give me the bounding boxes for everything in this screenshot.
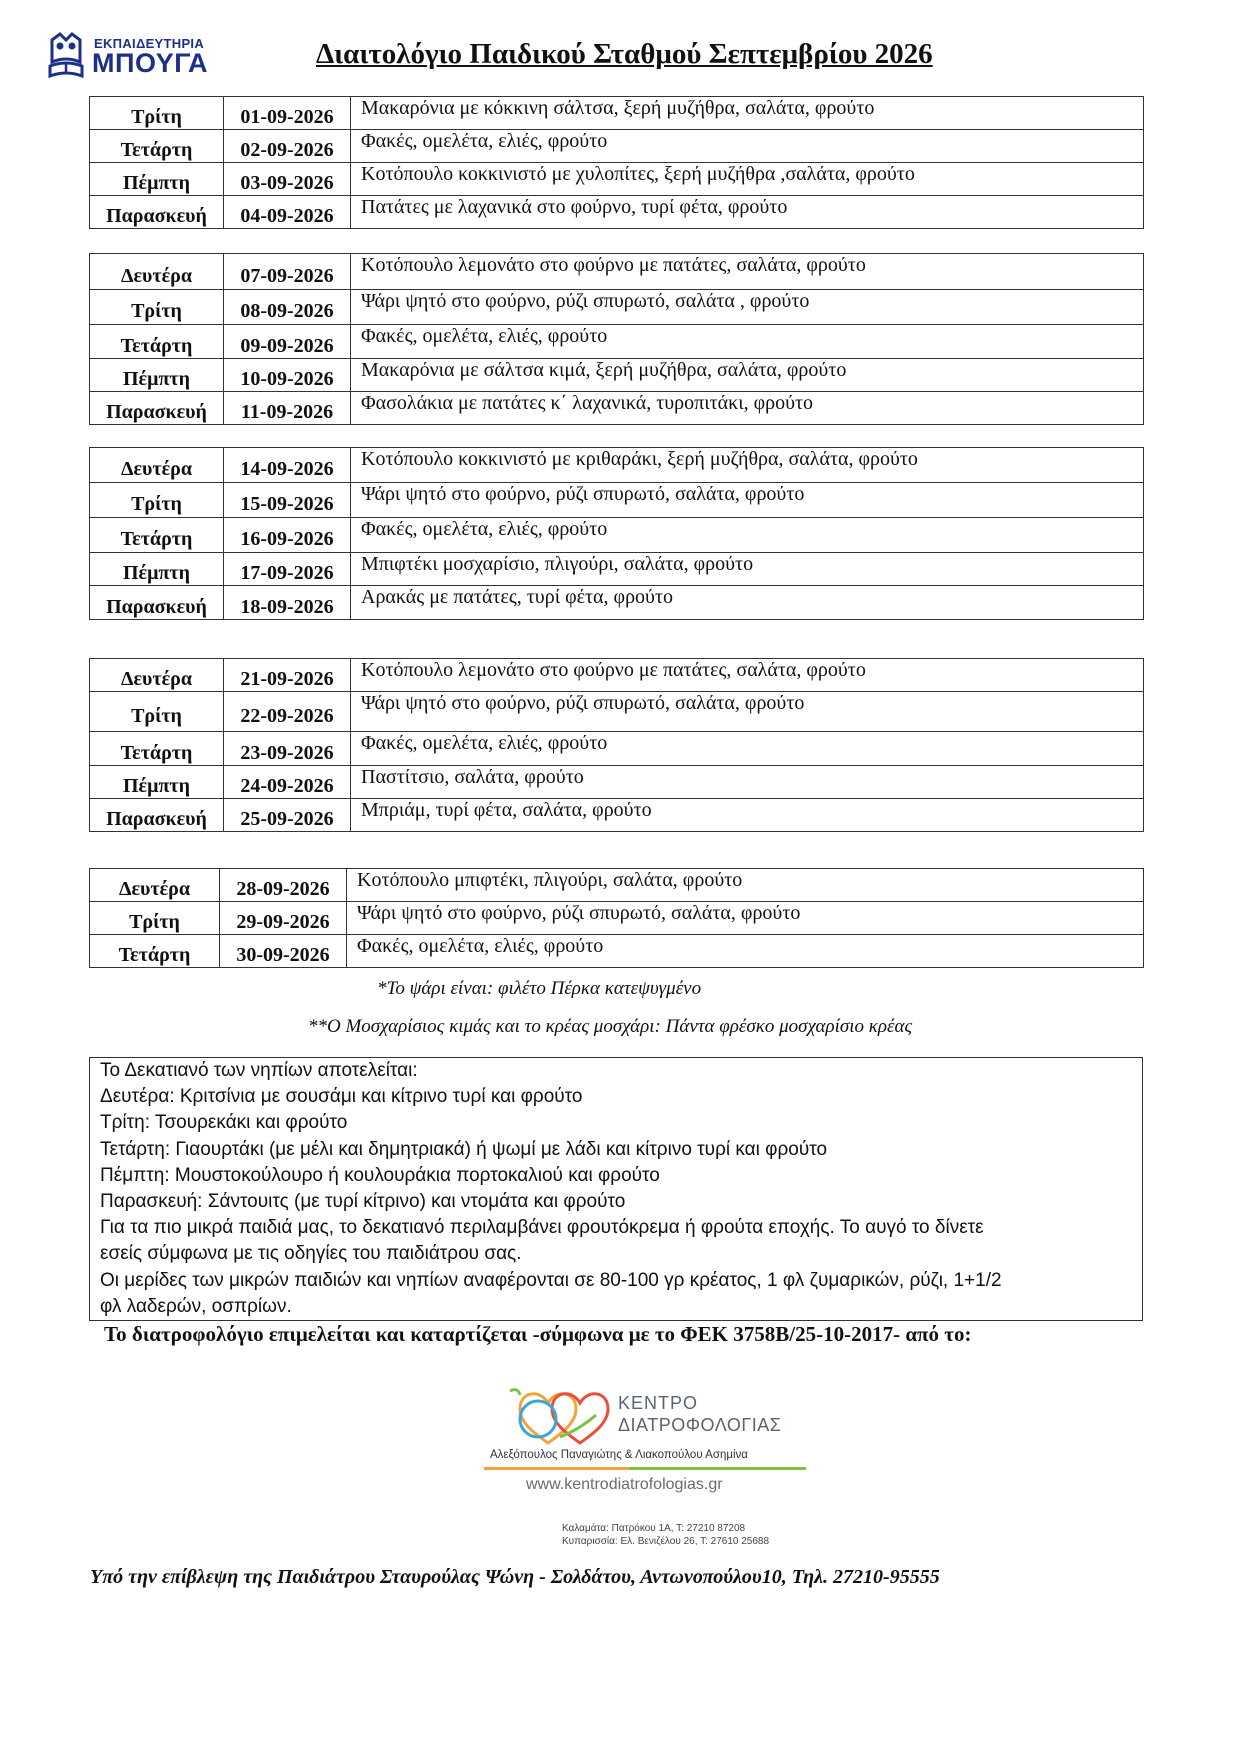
nutrition-address-1: Καλαμάτα: Πατρόκου 1Α, Τ: 27210 87208 [562, 1523, 746, 1534]
date-cell: 01-09-2026 [224, 97, 351, 130]
snack-line: εσείς σύμφωνα με τις οδηγίες του παιδιάτρου σας. [100, 1243, 522, 1265]
day-cell: Τρίτη [90, 902, 220, 935]
logo-school-label: ΕΚΠΑΙΔΕΥΤΗΡΙΑ [94, 36, 205, 51]
snack-line: Δευτέρα: Κριτσίνια με σουσάμι και κίτρινο τυρί και φρούτο [100, 1086, 583, 1108]
day-cell: Δευτέρα [90, 448, 224, 483]
date-cell: 09-09-2026 [224, 325, 351, 359]
table-row [90, 163, 1144, 196]
day-cell: Πέμπτη [90, 766, 224, 799]
snack-line: Το Δεκατιανό των νηπίων αποτελείται: [100, 1060, 418, 1081]
day-cell: Τετάρτη [90, 518, 224, 553]
snack-line: Τρίτη: Τσουρεκάκι και φρούτο [100, 1112, 348, 1134]
date-cell: 17-09-2026 [224, 553, 351, 586]
day-cell: Παρασκευή [90, 196, 224, 229]
day-cell: Τρίτη [90, 97, 224, 130]
day-cell: Πέμπτη [90, 359, 224, 392]
day-cell: Πέμπτη [90, 553, 224, 586]
menu-cell: Φακές, ομελέτα, ελιές, φρούτο [351, 732, 1144, 766]
menu-cell: Κοτόπουλο κοκκινιστό με χυλοπίτες, ξερή μυζήθρα ,σαλάτα, φρούτο [351, 163, 1144, 196]
table-row [90, 902, 1144, 935]
day-cell: Παρασκευή [90, 392, 224, 425]
date-cell: 07-09-2026 [224, 254, 351, 290]
nutrition-center-logo [470, 1385, 830, 1545]
menu-cell: Ψάρι ψητό στο φούρνο, ρύζι σπυρωτό, σαλάτα , φρούτο [351, 290, 1144, 325]
date-cell: 16-09-2026 [224, 518, 351, 553]
date-cell: 25-09-2026 [224, 799, 351, 832]
date-cell: 04-09-2026 [224, 196, 351, 229]
snack-line: Παρασκευή: Σάντουιτς (με τυρί κίτρινο) και ντομάτα και φρούτο [100, 1191, 626, 1213]
pediatrician-supervision-line: Υπό την επίβλεψη της Παιδιάτρου Σταυρούλας Ψώνη - Σολδάτου, Αντωνοπούλου10, Τηλ. 27210-95555 [90, 1566, 940, 1588]
date-cell: 15-09-2026 [224, 483, 351, 518]
menu-cell: Πατάτες με λαχανικά στο φούρνο, τυρί φέτα, φρούτο [351, 196, 1144, 229]
menu-cell: Φακές, ομελέτα, ελιές, φρούτο [351, 325, 1144, 359]
date-cell: 24-09-2026 [224, 766, 351, 799]
logo-school-name: ΜΠΟΥΓΑ [92, 48, 209, 78]
day-cell: Τρίτη [90, 692, 224, 732]
nutrition-logo-bar [484, 1467, 806, 1470]
day-cell: Τετάρτη [90, 130, 224, 163]
table-row [90, 869, 1144, 902]
menu-cell: Κοτόπουλο μπιφτέκι, πλιγούρι, σαλάτα, φρούτο [347, 869, 1144, 902]
fish-note: *Το ψάρι είναι: φιλέτο Πέρκα κατεψυγμένο [377, 978, 702, 999]
snack-info-box [89, 1057, 1143, 1321]
menu-cell: Κοτόπουλο κοκκινιστό με κριθαράκι, ξερή μυζήθρα, σαλάτα, φρούτο [351, 448, 1144, 483]
menu-cell: Κοτόπουλο λεμονάτο στο φούρνο με πατάτες, σαλάτα, φρούτο [351, 659, 1144, 692]
snack-line: φλ λαδερών, οσπρίων. [100, 1295, 292, 1317]
menu-cell: Αρακάς με πατάτες, τυρί φέτα, φρούτο [351, 586, 1144, 620]
snack-line: Για τα πιο μικρά παιδιά μας, το δεκατιανό περιλαμβάνει φρουτόκρεμα ή φρούτα εποχής. Το αυγό το δίνετε [100, 1217, 984, 1239]
table-row [90, 325, 1144, 359]
table-row [90, 196, 1144, 229]
day-cell: Δευτέρα [90, 659, 224, 692]
date-cell: 03-09-2026 [224, 163, 351, 196]
menu-cell: Μπιφτέκι μοσχαρίσιο, πλιγούρι, σαλάτα, φρούτο [351, 553, 1144, 586]
day-cell: Τρίτη [90, 290, 224, 325]
week-table-3 [89, 447, 1144, 620]
date-cell: 10-09-2026 [224, 359, 351, 392]
week-table-5 [89, 868, 1144, 968]
day-cell: Παρασκευή [90, 586, 224, 620]
day-cell: Τετάρτη [90, 732, 224, 766]
table-row [90, 732, 1144, 766]
table-row [90, 97, 1144, 130]
table-row [90, 935, 1144, 968]
date-cell: 28-09-2026 [220, 869, 347, 902]
table-row [90, 766, 1144, 799]
menu-cell: Φασολάκια με πατάτες κ΄ λαχανικά, τυροπιτάκι, φρούτο [351, 392, 1144, 425]
table-row [90, 483, 1144, 518]
table-row [90, 586, 1144, 620]
table-row [90, 692, 1144, 732]
date-cell: 23-09-2026 [224, 732, 351, 766]
table-row [90, 130, 1144, 163]
menu-cell: Φακές, ομελέτα, ελιές, φρούτο [347, 935, 1144, 968]
date-cell: 02-09-2026 [224, 130, 351, 163]
menu-cell: Φακές, ομελέτα, ελιές, φρούτο [351, 518, 1144, 553]
date-cell: 18-09-2026 [224, 586, 351, 620]
date-cell: 30-09-2026 [220, 935, 347, 968]
nutrition-logo-names: Αλεξόπουλος Παναγιώτης & Λιακοπούλου Ασημίνα [490, 1449, 748, 1461]
menu-cell: Φακές, ομελέτα, ελιές, φρούτο [351, 130, 1144, 163]
date-cell: 11-09-2026 [224, 392, 351, 425]
snack-line: Οι μερίδες των μικρών παιδιών και νηπίων αναφέρονται σε 80-100 γρ κρέατος, 1 φλ ζυμαρικών, ρύζι, 1+1/2 [100, 1269, 1002, 1291]
beef-note: **Ο Μοσχαρίσιος κιμάς και το κρέας μοσχάρι: Πάντα φρέσκο μοσχαρίσιο κρέας [308, 1016, 913, 1037]
week-table-1 [89, 96, 1144, 229]
table-row [90, 799, 1144, 832]
day-cell: Πέμπτη [90, 163, 224, 196]
day-cell: Δευτέρα [90, 254, 224, 290]
day-cell: Τετάρτη [90, 325, 224, 359]
page-title: Διαιτολόγιο Παιδικού Σταθμού Σεπτεμβρίου 2026 [316, 38, 933, 70]
week-table-2 [89, 253, 1144, 425]
prepared-by-line: Το διατροφολόγιο επιμελείται και καταρτίζεται -σύμφωνα με το ΦΕΚ 3758Β/25-10-2017- από το: [104, 1322, 972, 1346]
table-row [90, 448, 1144, 483]
day-cell: Τετάρτη [90, 935, 220, 968]
table-row [90, 290, 1144, 325]
week-table-4 [89, 658, 1144, 832]
snack-line: Πέμπτη: Μουστοκούλουρο ή κουλουράκια πορτοκαλιού και φρούτο [100, 1164, 660, 1186]
school-logo [46, 28, 236, 86]
table-row [90, 254, 1144, 290]
nutrition-logo-line2: ΔΙΑΤΡΟΦΟΛΟΓΙΑΣ [618, 1415, 782, 1435]
menu-cell: Παστίτσιο, σαλάτα, φρούτο [351, 766, 1144, 799]
snack-line: Τετάρτη: Γιαουρτάκι (με μέλι και δημητριακά) ή ψωμί με λάδι και κίτρινο τυρί και φρούτο [100, 1138, 828, 1160]
date-cell: 21-09-2026 [224, 659, 351, 692]
table-row [90, 553, 1144, 586]
nutrition-logo-line1: ΚΕΝΤΡΟ [618, 1393, 699, 1413]
menu-cell: Κοτόπουλο λεμονάτο στο φούρνο με πατάτες, σαλάτα, φρούτο [351, 254, 1144, 290]
day-cell: Παρασκευή [90, 799, 224, 832]
menu-cell: Ψάρι ψητό στο φούρνο, ρύζι σπυρωτό, σαλάτα, φρούτο [347, 902, 1144, 935]
table-row [90, 392, 1144, 425]
owl-book-icon [46, 32, 86, 82]
nutrition-website: www.kentrodiatrofologias.gr [526, 1476, 723, 1493]
table-row [90, 359, 1144, 392]
date-cell: 22-09-2026 [224, 692, 351, 732]
menu-cell: Μακαρόνια με σάλτσα κιμά, ξερή μυζήθρα, σαλάτα, φρούτο [351, 359, 1144, 392]
date-cell: 29-09-2026 [220, 902, 347, 935]
day-cell: Δευτέρα [90, 869, 220, 902]
table-row [90, 659, 1144, 692]
menu-cell: Μπριάμ, τυρί φέτα, σαλάτα, φρούτο [351, 799, 1144, 832]
menu-cell: Ψάρι ψητό στο φούρνο, ρύζι σπυρωτό, σαλάτα, φρούτο [351, 483, 1144, 518]
table-row [90, 518, 1144, 553]
date-cell: 14-09-2026 [224, 448, 351, 483]
date-cell: 08-09-2026 [224, 290, 351, 325]
menu-cell: Ψάρι ψητό στο φούρνο, ρύζι σπυρωτό, σαλάτα, φρούτο [351, 692, 1144, 732]
nutrition-address-2: Κυπαρισσία: Ελ. Βενιζέλου 26, Τ: 27610 25688 [562, 1536, 770, 1547]
day-cell: Τρίτη [90, 483, 224, 518]
menu-cell: Μακαρόνια με κόκκινη σάλτσα, ξερή μυζήθρα, σαλάτα, φρούτο [351, 97, 1144, 130]
